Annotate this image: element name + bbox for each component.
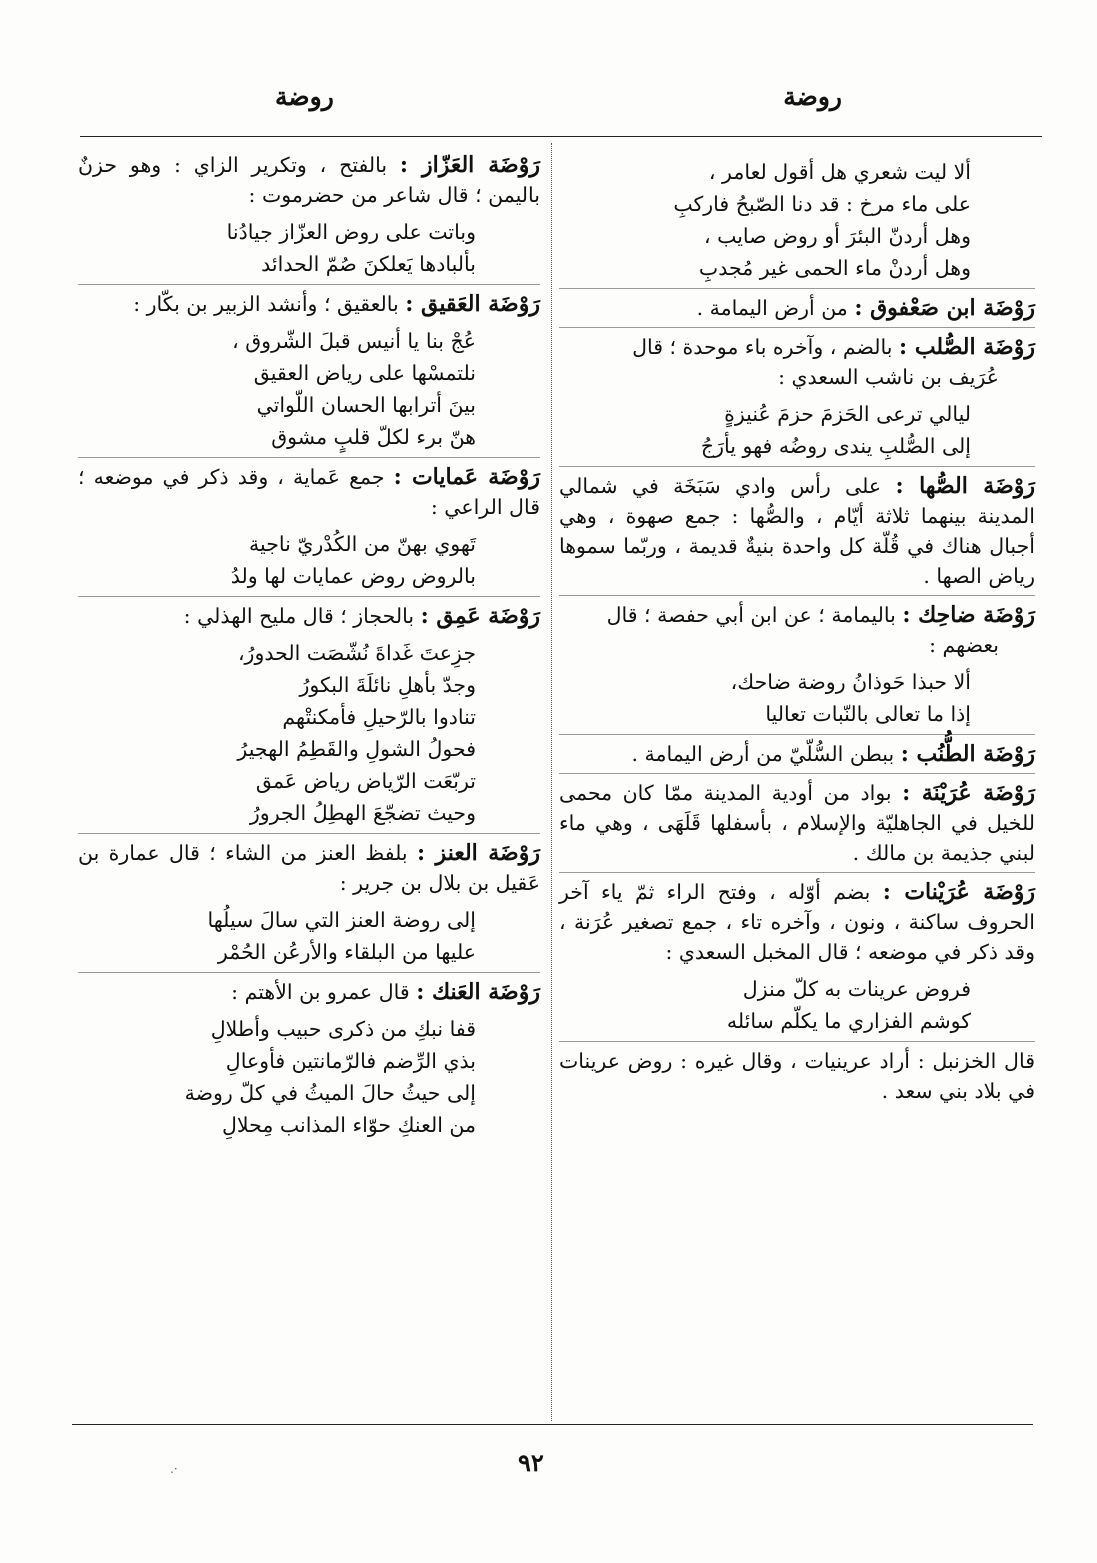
left-column bbox=[78, 150, 540, 1145]
dictionary-entry bbox=[78, 457, 540, 522]
verse-line: نلتمسْها على رياض العقيق bbox=[253, 361, 476, 385]
entry-headword: رَوْضَة العنز : bbox=[416, 840, 540, 866]
poem-verses bbox=[78, 1013, 540, 1141]
verse-line: تَهوي بهنّ من الكُدْريّ ناجية bbox=[249, 532, 476, 556]
entry-continuation: عُرَيف بن ناشب السعدي : bbox=[778, 365, 999, 389]
verse-line: على ماء مرخ : قد دنا الصّبحُ فاركبِ bbox=[673, 192, 971, 216]
verse-line: بذي الرِّضم فالرّمانتين فأوعالِ bbox=[225, 1049, 476, 1073]
verse-line: وهل أردنْ ماء الحمى غير مُجدبِ bbox=[698, 256, 971, 280]
entry-headword: رَوْضَة الصُّها : bbox=[895, 473, 1036, 499]
entry-headword: رَوْضَة عَمايات : bbox=[393, 464, 540, 490]
entry-continuation: بعضهم : bbox=[929, 633, 999, 657]
verse-line: فحولُ الشولِ والقَطِمُ الهجيرُ bbox=[237, 737, 476, 761]
entry-text: بواد من أودية المدينة ممّا كان محمى للخيل في الجاهليّة والإسلام ، بأسفلها قَلَهَى ، وهي ماء لبني جذيمة بن مالك . bbox=[559, 781, 1035, 865]
verse-line: تنادوا بالرّحيلِ فأمكنتْهم bbox=[282, 705, 476, 729]
entry-headword: رَوْضَة العَنك : bbox=[416, 979, 540, 1005]
dictionary-entry bbox=[559, 1041, 1035, 1106]
bottom-rule bbox=[72, 1424, 1033, 1425]
verse-line: فروض عرينات به كلّ منزل bbox=[742, 977, 971, 1001]
entry-headword: رَوْضَة الطُّنُب : bbox=[900, 741, 1035, 767]
page-number: ٩٢ bbox=[518, 1448, 544, 1477]
column-divider bbox=[551, 143, 552, 1421]
poem-verses bbox=[559, 666, 1035, 730]
verse-line: إلى روضة العنز التي سالَ سيلُها bbox=[207, 908, 476, 932]
entry-text: من أرض اليمامة . bbox=[696, 296, 848, 320]
entry-headword: رَوْضَة عُرَيْنات : bbox=[882, 879, 1035, 905]
entry-text: بالحجاز ؛ قال مليح الهذلي : bbox=[183, 604, 415, 628]
dictionary-entry bbox=[78, 150, 540, 210]
dictionary-entry bbox=[78, 972, 540, 1007]
entry-text: على رأس وادي سَبَخَة في شمالي المدينة بينهما ثلاثة أيّام ، والصُّها : جمع صهوة ، وهي أجبال هناك في قُلّة كل واحدة بنيةٌ قديمة ، وربّما سموها رياض الصها . bbox=[559, 474, 1035, 588]
dictionary-entry bbox=[559, 872, 1035, 967]
page-header-right: روضة bbox=[783, 82, 842, 111]
verse-line: هنّ برء لكلّ قلبٍ مشوق bbox=[271, 425, 476, 449]
entry-headword: رَوْضَة ابن صَعْفوق : bbox=[854, 295, 1035, 321]
poem-verses bbox=[78, 904, 540, 968]
poem-verses bbox=[559, 398, 1035, 462]
entry-text: بلفظ العنز من الشاء ؛ قال عمارة بن عَقيل بن بلال بن جرير : bbox=[78, 841, 540, 895]
verse-line: كوشم الفزاري ما يكلّم سائله bbox=[726, 1009, 971, 1033]
verse-line: من العنكِ حوّاء المذانب مِحلالِ bbox=[222, 1113, 476, 1137]
entry-text: قال عمرو بن الأهتم : bbox=[231, 980, 410, 1004]
dictionary-entry bbox=[559, 288, 1035, 323]
verse-line: وحيث تضجّعَ الهطِلُ الجرورُ bbox=[249, 801, 476, 825]
entry-headword: رَوْضَة العَقيق : bbox=[405, 291, 540, 317]
verse-line: بألبادها يَعلكنَ صُمّ الحدائد bbox=[261, 252, 476, 276]
entry-headword: رَوْضَة العَزّاز : bbox=[399, 152, 540, 178]
dictionary-entry bbox=[559, 466, 1035, 591]
entry-headword: رَوْضَة عُرَيْنَة : bbox=[902, 780, 1035, 806]
dictionary-entry bbox=[78, 833, 540, 898]
poem-verses bbox=[78, 528, 540, 592]
dictionary-entry bbox=[559, 595, 1035, 630]
entry-headword: رَوْضَة ضاحِك : bbox=[902, 602, 1035, 628]
verse-line: إلى الصُّلبِ يندى روضُه فهو يأرَجُ bbox=[700, 434, 971, 458]
entry-text: بالعقيق ؛ وأنشد الزبير بن بكّار : bbox=[133, 292, 399, 316]
verse-line: إلى حيثُ حالَ الميثُ في كلّ روضة bbox=[184, 1081, 476, 1105]
entry-text: بالضم ، وآخره باء موحدة ؛ قال bbox=[632, 335, 893, 359]
dictionary-entry bbox=[559, 327, 1035, 362]
dictionary-entry bbox=[559, 734, 1035, 769]
verse-line: وهل أردنّ البئرَ أو روض صايب ، bbox=[703, 224, 971, 248]
verse-line: بالروض روض عمايات لها ولدُ bbox=[230, 564, 476, 588]
entry-text: بضم أوّله ، وفتح الراء ثمّ ياء آخر الحروف ساكنة ، ونون ، وآخره تاء ، جمع تصغير عُرَنة ، وقد ذكر في موضعه ؛ قال المخبل السعدي : bbox=[559, 880, 1035, 964]
poem-verses bbox=[78, 325, 540, 453]
entry-headword: رَوْضَة الصُّلب : bbox=[899, 334, 1035, 360]
verse-line: ألا ليت شعري هل أقول لعامر ، bbox=[708, 160, 971, 184]
poem-verses bbox=[78, 637, 540, 829]
dictionary-entry bbox=[78, 596, 540, 631]
poem-verses bbox=[78, 216, 540, 280]
entry-headword: رَوْضَة عَمِق : bbox=[420, 603, 540, 629]
verse-line: تربّعَت الرّياض رياض عَمق bbox=[255, 769, 476, 793]
entry-text: جمع عَماية ، وقد ذكر في موضعه ؛ قال الراعي : bbox=[78, 465, 540, 519]
poem-verses bbox=[559, 973, 1035, 1037]
poem-verses bbox=[559, 156, 1035, 284]
verse-line: إذا ما تعالى بالنّبات تعاليا bbox=[765, 702, 971, 726]
verse-line: جزِعتَ غَداةَ نُشّصَت الحدورُ، bbox=[237, 641, 476, 665]
entry-text: ببطن السُّلّيّ من أرض اليمامة . bbox=[631, 742, 895, 766]
right-column bbox=[559, 150, 1035, 1106]
verse-line: ليالي ترعى الحَزمَ حزمَ عُنيزةٍ bbox=[724, 402, 971, 426]
verse-line: وجدّ بأهلِ نائلَةَ البكورُ bbox=[299, 673, 476, 697]
verse-line: وباتت على روض العزّاز جيادُنا bbox=[226, 220, 476, 244]
verse-line: عليها من البلقاء والأرعُن الحُمْر bbox=[217, 940, 476, 964]
scan-speck: ·. bbox=[170, 1462, 178, 1476]
entry-text: قال الخزنبل : أراد عرينيات ، وقال غيره : روض عرينات في بلاد بني سعد . bbox=[559, 1049, 1035, 1103]
verse-line: عُجْ بنا يا أنيس قبلَ الشّروق ، bbox=[232, 329, 476, 353]
entry-text: بالفتح ، وتكرير الزاي : وهو حزنٌ باليمن ؛ قال شاعر من حضرموت : bbox=[78, 153, 540, 207]
page-header-left: روضة bbox=[275, 82, 334, 111]
entry-text: باليمامة ؛ عن ابن أبي حفصة ؛ قال bbox=[606, 603, 896, 627]
verse-line: قفا نبكِ من ذكرى حبيب وأطلالِ bbox=[210, 1017, 476, 1041]
verse-line: ألا حبذا حَوذانُ روضة ضاحك، bbox=[730, 670, 971, 694]
dictionary-entry bbox=[559, 773, 1035, 868]
top-rule bbox=[80, 136, 1042, 137]
verse-line: بينَ أترابها الحسان اللّواتي bbox=[256, 393, 476, 417]
dictionary-entry bbox=[78, 284, 540, 319]
